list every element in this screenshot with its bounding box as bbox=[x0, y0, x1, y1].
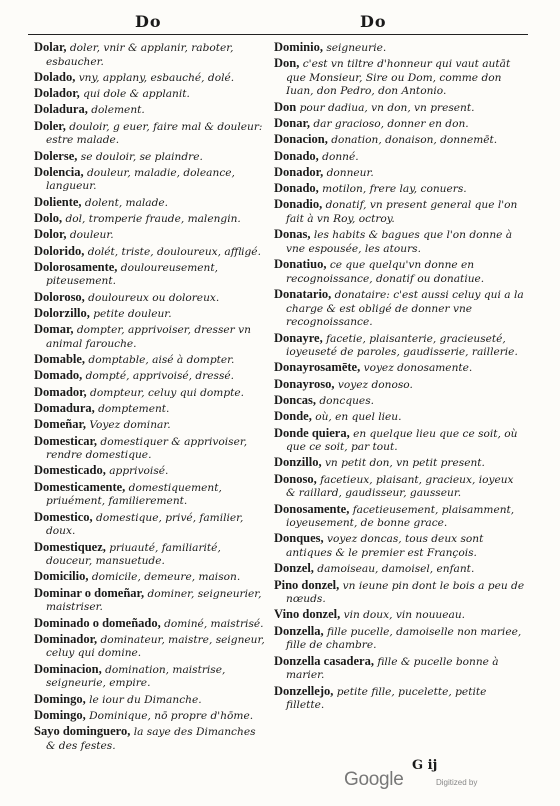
headword: Dolerse, bbox=[34, 148, 78, 163]
definition: dompteur, celuy qui dompte. bbox=[86, 386, 245, 399]
definition: dompter, apprivoiser, dresser vn animal farouche. bbox=[46, 324, 251, 350]
definition: Dominique, nō propre d'hōme. bbox=[85, 709, 254, 722]
headword: Donacion, bbox=[274, 132, 328, 147]
headword: Domesticamente, bbox=[34, 479, 126, 494]
definition: domicile, demeure, maison. bbox=[88, 571, 241, 584]
dictionary-entry bbox=[274, 608, 526, 623]
headword: Dolador, bbox=[34, 86, 80, 101]
dictionary-entry bbox=[274, 456, 526, 471]
headword: Donzel, bbox=[274, 561, 314, 576]
definition: facetieux, plaisant, gracieux, ioyeux & raillard, gaudisseur, gausseur. bbox=[286, 473, 514, 500]
dictionary-entry bbox=[34, 541, 266, 569]
dictionary-entry bbox=[34, 196, 266, 211]
headword: Donador, bbox=[274, 164, 324, 179]
headword: Donar, bbox=[274, 116, 311, 131]
definition: vny, applany, esbauché, dolé. bbox=[75, 71, 235, 84]
definition: douleur, maladie, doleance, langueur. bbox=[46, 166, 235, 193]
dictionary-entry bbox=[34, 103, 266, 118]
right-column bbox=[274, 41, 526, 756]
headword: Don, bbox=[274, 56, 300, 71]
dictionary-entry bbox=[274, 579, 526, 607]
headword: Dolorzillo, bbox=[34, 306, 90, 321]
definition: vn ieune pin dont le bois a peu de nœuds. bbox=[286, 579, 525, 606]
definition: domestiquer & apprivoiser, rendre domestique. bbox=[46, 435, 248, 462]
definition: seigneurie. bbox=[322, 42, 387, 54]
definition: domestiquement, priuément, familierement. bbox=[46, 481, 222, 508]
headword: Domestico, bbox=[34, 509, 93, 524]
definition: ce que quelqu'vn donne en recognoissance, donatif ou donatiue. bbox=[286, 259, 485, 285]
headword: Dolor, bbox=[34, 227, 67, 242]
dictionary-entry bbox=[34, 41, 266, 69]
headword: Donzella casadera, bbox=[274, 653, 374, 668]
definition: où, en quel lieu. bbox=[311, 411, 402, 424]
headword: Dominio, bbox=[274, 41, 323, 54]
definition: petite fille, pucelette, petite fillette. bbox=[286, 685, 487, 712]
dictionary-entry bbox=[34, 570, 266, 585]
headword: Donzellejo, bbox=[274, 683, 334, 698]
headword: Domesticado, bbox=[34, 463, 106, 478]
header-rule bbox=[28, 34, 528, 35]
definition: domestique, privé, familier, doux. bbox=[46, 511, 244, 538]
headword: Dolar, bbox=[34, 41, 67, 54]
definition: les habits & bagues que l'on donne à vne espousée, les atours. bbox=[286, 229, 513, 255]
headword: Domestiquez, bbox=[34, 539, 106, 554]
headword: Doler, bbox=[34, 118, 66, 133]
definition: Voyez dominar. bbox=[85, 419, 171, 432]
headword: Domadura, bbox=[34, 401, 95, 416]
headword: Don bbox=[274, 99, 297, 114]
definition: fille & pucelle bonne à marier. bbox=[286, 655, 499, 682]
headword: Doncas, bbox=[274, 392, 317, 407]
signature-mark: G ij bbox=[412, 758, 438, 773]
definition: dolét, triste, douloureux, affligé. bbox=[84, 245, 261, 258]
dictionary-entry bbox=[274, 57, 526, 99]
dictionary-entry bbox=[274, 166, 526, 181]
headword: Donadio, bbox=[274, 197, 323, 212]
definition: motilon, frere lay, conuers. bbox=[318, 183, 467, 196]
dictionary-entry bbox=[34, 663, 266, 691]
definition: petite douleur. bbox=[89, 308, 172, 321]
definition: donataire: c'est aussi celuy qui a la charge & est obligé de donner vne recognoissance. bbox=[286, 289, 524, 329]
definition: vn petit don, vn petit present. bbox=[321, 457, 485, 470]
definition: priuauté, familiarité, douceur, mansuetude. bbox=[46, 541, 221, 568]
dictionary-entry bbox=[34, 261, 266, 289]
definition: donatif, vn present general que l'on fait à vn Roy, octroy. bbox=[286, 199, 518, 226]
headword: Vino donzel, bbox=[274, 607, 341, 622]
headword: Doladura, bbox=[34, 102, 88, 117]
dictionary-entry bbox=[274, 361, 526, 376]
dictionary-entry bbox=[274, 228, 526, 256]
dictionary-entry bbox=[274, 473, 526, 501]
dictionary-entry bbox=[274, 532, 526, 560]
left-column bbox=[34, 41, 266, 756]
dictionary-entry bbox=[34, 212, 266, 227]
headword: Donatiuo, bbox=[274, 257, 327, 272]
definition: qui dole & applanit. bbox=[79, 88, 190, 101]
definition: voyez donoso. bbox=[334, 378, 413, 391]
definition: dar gracioso, donner en don. bbox=[310, 118, 469, 131]
dictionary-entry bbox=[274, 685, 526, 713]
google-logo: Google bbox=[344, 769, 404, 790]
dictionary-entry bbox=[274, 378, 526, 393]
definition: pour dadiua, vn don, vn present. bbox=[296, 101, 475, 114]
dictionary-entry bbox=[34, 120, 266, 148]
headword: Domeñar, bbox=[34, 417, 86, 432]
headword: Dominar o domeñar, bbox=[34, 585, 145, 600]
headword: Pino donzel, bbox=[274, 577, 340, 592]
headword: Donayrosamēte, bbox=[274, 360, 361, 375]
definition: se douloir, se plaindre. bbox=[77, 150, 203, 163]
definition: facetieusement, plaisamment, ioyeusement, de bonne grace. bbox=[286, 503, 515, 530]
dictionary-entry bbox=[274, 562, 526, 577]
dictionary-entry bbox=[274, 133, 526, 148]
definition: dolement. bbox=[87, 104, 145, 117]
definition: dolent, malade. bbox=[81, 196, 169, 209]
dictionary-entry bbox=[274, 41, 526, 56]
dictionary-entry bbox=[274, 150, 526, 165]
headword: Donosamente, bbox=[274, 501, 350, 516]
dictionary-entry bbox=[34, 435, 266, 463]
definition: douleur. bbox=[66, 229, 114, 242]
dictionary-entry bbox=[34, 71, 266, 86]
definition: domptable, aisé à dompter. bbox=[85, 354, 235, 367]
dictionary-entry bbox=[34, 709, 266, 724]
headword: Dolencia, bbox=[34, 164, 84, 179]
dictionary-entry bbox=[34, 323, 266, 351]
dictionary-entry bbox=[34, 228, 266, 243]
headword: Sayo dominguero, bbox=[34, 724, 131, 739]
page-footer bbox=[300, 758, 530, 792]
definition: doncques. bbox=[316, 394, 374, 407]
dictionary-entry bbox=[274, 394, 526, 409]
definition: dominateur, maistre, seigneur, celuy qui domine. bbox=[46, 633, 265, 660]
dictionary-entry bbox=[34, 511, 266, 539]
dictionary-entry bbox=[274, 655, 526, 683]
headword: Donado, bbox=[274, 148, 319, 163]
definition: vin doux, vin nouueau. bbox=[340, 609, 466, 622]
headword: Donas, bbox=[274, 227, 311, 242]
dictionary-entry bbox=[34, 166, 266, 194]
dictionary-entry bbox=[34, 481, 266, 509]
dictionary-entry bbox=[274, 117, 526, 132]
dictionary-entry bbox=[274, 332, 526, 360]
definition: la saye des Dimanches & des festes. bbox=[46, 726, 256, 752]
definition: apprivoisé. bbox=[105, 465, 169, 478]
dictionary-entry bbox=[34, 369, 266, 384]
dictionary-entry bbox=[34, 353, 266, 368]
headword: Dominado o domeñado, bbox=[34, 615, 161, 630]
headword: Domado, bbox=[34, 368, 83, 383]
headword: Donoso, bbox=[274, 471, 317, 486]
headword: Domar, bbox=[34, 322, 74, 337]
dictionary-entry bbox=[274, 503, 526, 531]
headword: Donzillo, bbox=[274, 455, 322, 470]
headword: Donado, bbox=[274, 181, 319, 196]
definition: facetie, plaisanterie, gracieuseté, ioyeuseté de paroles, gaudisserie, raillerie. bbox=[286, 332, 518, 359]
dictionary-entry bbox=[274, 625, 526, 653]
headword: Donde quiera, bbox=[274, 425, 350, 440]
headword: Dolado, bbox=[34, 69, 76, 84]
dictionary-entry bbox=[274, 101, 526, 116]
dictionary-entry bbox=[34, 402, 266, 417]
definition: douloir, g euer, faire mal & douleur: estre malade. bbox=[46, 120, 263, 147]
definition: dominer, seigneurier, maistriser. bbox=[46, 587, 262, 614]
headword: Domesticar, bbox=[34, 433, 98, 448]
dictionary-entry bbox=[34, 587, 266, 615]
dictionary-entry bbox=[34, 87, 266, 102]
dictionary-entry bbox=[274, 182, 526, 197]
headword: Dominador, bbox=[34, 631, 98, 646]
definition: voyez doncas, tous deux sont antiques & le premier est François. bbox=[286, 533, 484, 560]
definition: c'est vn tiltre d'honneur qui vaut autāt que Monsieur, Sire ou Dom, comme don Iuan, don Pedro, don Antonio. bbox=[286, 58, 511, 98]
headword: Donatario, bbox=[274, 287, 332, 302]
headword: Domingo, bbox=[34, 707, 86, 722]
definition: douloureux ou doloreux. bbox=[84, 291, 220, 304]
dictionary-entry bbox=[34, 464, 266, 479]
dictionary-entry bbox=[274, 410, 526, 425]
headword: Domador, bbox=[34, 384, 87, 399]
dictionary-entry bbox=[274, 288, 526, 330]
headword: Donzella, bbox=[274, 623, 324, 638]
headword: Doliente, bbox=[34, 194, 82, 209]
headword: Domable, bbox=[34, 352, 86, 367]
headword: Dolo, bbox=[34, 211, 63, 226]
definition: dol, tromperie fraude, malengin. bbox=[62, 213, 241, 226]
definition: domination, maistrise, seigneurie, empire. bbox=[46, 663, 226, 690]
headword: Dolorosamente, bbox=[34, 259, 118, 274]
dictionary-entry bbox=[34, 307, 266, 322]
headword: Donques, bbox=[274, 531, 324, 546]
dictionary-entry bbox=[34, 245, 266, 260]
dictionary-entry bbox=[274, 258, 526, 286]
definition: doler, vnir & applanir, raboter, esbaucher. bbox=[46, 42, 234, 68]
definition: donneur. bbox=[323, 166, 374, 179]
dictionary-entry bbox=[34, 418, 266, 433]
definition: dompté, apprivoisé, dressé. bbox=[82, 370, 235, 383]
running-head-left: Do bbox=[135, 12, 162, 31]
dictionary-entry bbox=[34, 150, 266, 165]
digitized-by-label: Digitized by bbox=[436, 778, 478, 787]
dictionary-entry bbox=[34, 725, 266, 753]
headword: Donayre, bbox=[274, 330, 323, 345]
definition: douloureusement, piteusement. bbox=[46, 261, 219, 288]
headword: Doloroso, bbox=[34, 289, 85, 304]
dictionary-entry bbox=[34, 617, 266, 632]
definition: donation, donaison, donnemēt. bbox=[327, 134, 498, 147]
definition: fille pucelle, damoiselle non mariee, fille de chambre. bbox=[286, 625, 522, 652]
definition: donné. bbox=[318, 150, 359, 163]
headword: Domicilio, bbox=[34, 569, 89, 584]
headword: Domingo, bbox=[34, 691, 86, 706]
headword: Donde, bbox=[274, 409, 312, 424]
definition: domptement. bbox=[94, 403, 170, 416]
dictionary-entry bbox=[274, 427, 526, 455]
headword: Dolorido, bbox=[34, 243, 85, 258]
dictionary-entry bbox=[34, 291, 266, 306]
definition: damoiseau, damoisel, enfant. bbox=[313, 563, 475, 576]
headword: Donayroso, bbox=[274, 376, 335, 391]
definition: voyez donosamente. bbox=[360, 362, 473, 375]
headword: Dominacion, bbox=[34, 661, 102, 676]
dictionary-entry bbox=[34, 693, 266, 708]
definition: en quelque lieu que ce soit, où que ce soit, par tout. bbox=[286, 427, 518, 454]
dictionary-entry bbox=[34, 633, 266, 661]
definition: dominé, maistrisé. bbox=[160, 617, 264, 630]
dictionary-entry bbox=[274, 198, 526, 226]
dictionary-entry bbox=[34, 386, 266, 401]
definition: le iour du Dimanche. bbox=[85, 693, 202, 706]
running-head-right: Do bbox=[360, 12, 387, 31]
